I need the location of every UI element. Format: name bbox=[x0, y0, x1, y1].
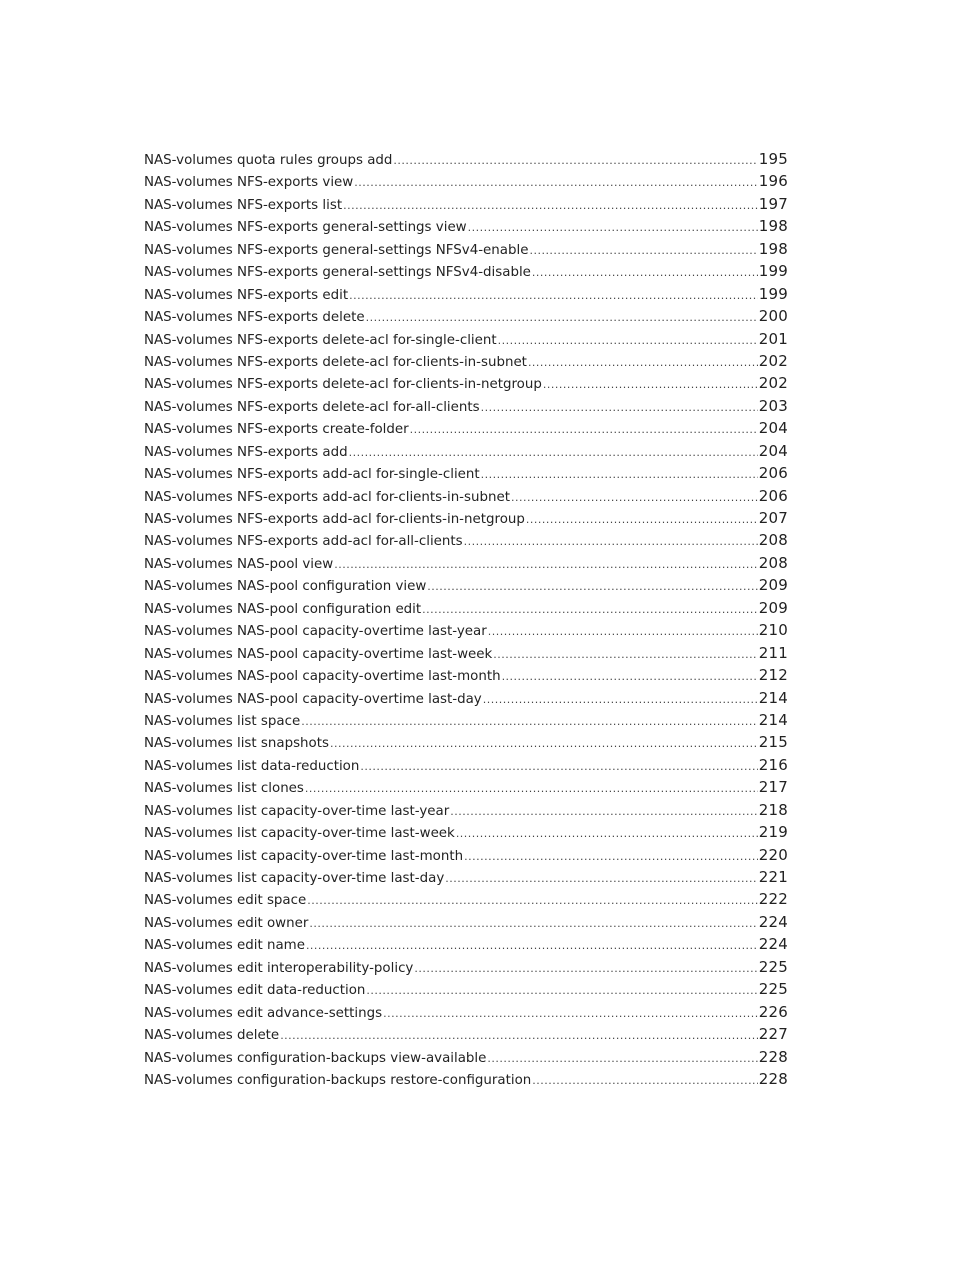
toc-entry-title[interactable]: NAS-volumes NFS-exports add-acl for-clients-in-netgroup bbox=[144, 512, 525, 527]
toc-entry-page-number[interactable]: 209 bbox=[758, 576, 788, 595]
dot-leader bbox=[529, 240, 757, 260]
toc-entry[interactable] bbox=[144, 888, 788, 910]
toc-entry-title[interactable]: NAS-volumes configuration-backups restore-configuration bbox=[144, 1072, 532, 1088]
toc-entry-page-number[interactable]: 202 bbox=[758, 374, 788, 393]
toc-entry[interactable] bbox=[144, 485, 788, 507]
toc-entry-page-number[interactable]: 225 bbox=[758, 980, 788, 999]
toc-entry-page-number[interactable]: 200 bbox=[758, 307, 788, 326]
toc-entry-title[interactable]: NAS-volumes NFS-exports add bbox=[144, 444, 348, 460]
dot-leader bbox=[366, 980, 757, 1000]
toc-entry-title[interactable]: NAS-volumes NFS-exports add-acl for-all-clients bbox=[144, 534, 463, 550]
dot-leader bbox=[305, 778, 758, 798]
toc-entry-title[interactable]: NAS-volumes list capacity-over-time last-year bbox=[144, 803, 450, 819]
toc-entry-title[interactable]: NAS-volumes NFS-exports delete bbox=[144, 310, 365, 326]
toc-entry-title[interactable]: NAS-volumes list space bbox=[144, 713, 301, 729]
toc-entry[interactable] bbox=[144, 866, 788, 888]
dot-leader bbox=[414, 958, 757, 978]
toc-entry[interactable] bbox=[144, 507, 788, 529]
dot-leader bbox=[334, 554, 758, 574]
toc-entry-page-number[interactable]: 204 bbox=[758, 419, 788, 438]
dot-leader bbox=[301, 711, 758, 731]
toc-entry-title[interactable]: NAS-volumes NFS-exports general-settings NFSv4-disable bbox=[144, 265, 531, 281]
toc-entry-page-number[interactable]: 204 bbox=[758, 441, 788, 460]
dot-leader bbox=[464, 531, 758, 551]
dot-leader bbox=[330, 733, 758, 753]
toc-entry[interactable] bbox=[144, 1046, 788, 1068]
toc-entry-page-number[interactable]: 212 bbox=[758, 666, 788, 685]
toc-entry-title[interactable]: NAS-volumes NFS-exports list bbox=[144, 197, 343, 213]
dot-leader bbox=[360, 756, 757, 776]
toc-entry[interactable] bbox=[144, 417, 788, 439]
toc-entry-title[interactable]: NAS-volumes NAS-pool capacity-overtime last-month bbox=[144, 669, 501, 685]
toc-entry-page-number[interactable]: 227 bbox=[758, 1025, 788, 1044]
toc-entry[interactable] bbox=[144, 1023, 788, 1045]
table-of-contents bbox=[144, 148, 788, 1090]
toc-entry-title[interactable]: NAS-volumes NFS-exports add-acl for-single-client bbox=[144, 467, 480, 483]
toc-entry[interactable] bbox=[144, 260, 788, 282]
toc-entry-page-number[interactable]: 224 bbox=[758, 935, 788, 954]
dot-leader bbox=[410, 419, 758, 439]
toc-entry[interactable] bbox=[144, 619, 788, 641]
toc-entry-page-number[interactable]: 217 bbox=[758, 778, 788, 797]
toc-entry[interactable] bbox=[144, 731, 788, 753]
toc-entry[interactable] bbox=[144, 821, 788, 843]
toc-entry-page-number[interactable]: 207 bbox=[758, 509, 788, 527]
toc-entry-title[interactable]: NAS-volumes list snapshots bbox=[144, 736, 329, 752]
dot-leader bbox=[487, 1048, 757, 1068]
dot-leader bbox=[532, 1070, 758, 1090]
toc-entry[interactable] bbox=[144, 844, 788, 866]
toc-entry[interactable] bbox=[144, 911, 788, 933]
dot-leader bbox=[280, 1025, 758, 1045]
dot-leader bbox=[483, 689, 758, 709]
toc-entry[interactable] bbox=[144, 709, 788, 731]
toc-entry-title[interactable]: NAS-volumes NFS-exports general-settings view bbox=[144, 220, 467, 236]
dot-leader bbox=[528, 352, 758, 372]
toc-entry-title[interactable]: NAS-volumes NAS-pool configuration view bbox=[144, 579, 427, 595]
toc-entry-page-number[interactable]: 202 bbox=[758, 351, 788, 370]
toc-entry-title[interactable]: NAS-volumes NFS-exports general-settings NFSv4-enable bbox=[144, 242, 529, 258]
toc-entry[interactable] bbox=[144, 597, 788, 619]
toc-entry-title[interactable]: NAS-volumes NAS-pool capacity-overtime last-year bbox=[144, 624, 487, 640]
toc-entry[interactable] bbox=[144, 462, 788, 484]
toc-entry[interactable] bbox=[144, 395, 788, 417]
toc-entry[interactable] bbox=[144, 193, 788, 215]
dot-leader bbox=[493, 644, 757, 664]
toc-entry-page-number[interactable]: 195 bbox=[758, 150, 788, 168]
dot-leader bbox=[309, 913, 757, 933]
dot-leader bbox=[456, 823, 758, 843]
toc-entry[interactable] bbox=[144, 1001, 788, 1023]
dot-leader bbox=[481, 397, 758, 417]
toc-entry[interactable] bbox=[144, 754, 788, 776]
toc-entry-page-number[interactable]: 228 bbox=[758, 1069, 788, 1088]
toc-entry-page-number[interactable]: 199 bbox=[758, 262, 788, 281]
dot-leader bbox=[481, 464, 758, 484]
toc-entry-title[interactable]: NAS-volumes NFS-exports edit bbox=[144, 287, 349, 303]
toc-entry-page-number[interactable]: 222 bbox=[758, 890, 788, 909]
toc-entry-title[interactable]: NAS-volumes edit name bbox=[144, 938, 305, 954]
dot-leader bbox=[488, 621, 758, 641]
toc-entry-title[interactable]: NAS-volumes list capacity-over-time last-month bbox=[144, 848, 464, 864]
toc-entry-title[interactable]: NAS-volumes list clones bbox=[144, 781, 304, 797]
toc-entry[interactable] bbox=[144, 1068, 788, 1090]
dot-leader bbox=[393, 150, 757, 170]
toc-entry[interactable] bbox=[144, 933, 788, 955]
toc-entry-title[interactable]: NAS-volumes NFS-exports delete-acl for-clients-in-netgroup bbox=[144, 377, 542, 393]
toc-entry[interactable] bbox=[144, 440, 788, 462]
toc-entry-page-number[interactable]: 219 bbox=[758, 823, 788, 842]
toc-entry[interactable] bbox=[144, 283, 788, 305]
toc-entry-title[interactable]: NAS-volumes edit advance-settings bbox=[144, 1005, 383, 1021]
toc-entry[interactable] bbox=[144, 170, 788, 192]
toc-entry-title[interactable]: NAS-volumes quota rules groups add bbox=[144, 153, 393, 168]
dot-leader bbox=[526, 509, 758, 529]
toc-entry-page-number[interactable]: 199 bbox=[758, 284, 788, 303]
toc-entry-page-number[interactable]: 218 bbox=[758, 800, 788, 819]
toc-entry-page-number[interactable]: 208 bbox=[758, 553, 788, 572]
dot-leader bbox=[543, 374, 758, 394]
toc-entry-title[interactable]: NAS-volumes NFS-exports create-folder bbox=[144, 422, 409, 438]
dot-leader bbox=[422, 599, 758, 619]
toc-entry-page-number[interactable]: 211 bbox=[758, 643, 788, 662]
toc-entry-page-number[interactable]: 225 bbox=[758, 957, 788, 976]
toc-entry-title[interactable]: NAS-volumes NAS-pool configuration edit bbox=[144, 601, 422, 617]
toc-entry-page-number[interactable]: 220 bbox=[758, 845, 788, 864]
toc-entry-page-number[interactable]: 208 bbox=[758, 531, 788, 550]
toc-entry-title[interactable]: NAS-volumes NFS-exports delete-acl for-clients-in-subnet bbox=[144, 354, 527, 370]
toc-entry[interactable] bbox=[144, 664, 788, 686]
dot-leader bbox=[464, 846, 758, 866]
dot-leader bbox=[511, 487, 758, 507]
toc-entry-page-number[interactable]: 198 bbox=[758, 217, 788, 236]
toc-entry-title[interactable]: NAS-volumes edit interoperability-policy bbox=[144, 960, 414, 976]
toc-entry-page-number[interactable]: 224 bbox=[758, 912, 788, 931]
toc-entry-page-number[interactable]: 210 bbox=[758, 621, 788, 640]
toc-entry-title[interactable]: NAS-volumes edit space bbox=[144, 893, 307, 909]
toc-entry-title[interactable]: NAS-volumes list data-reduction bbox=[144, 758, 360, 774]
dot-leader bbox=[354, 172, 758, 192]
dot-leader bbox=[502, 666, 758, 686]
toc-entry-page-number[interactable]: 203 bbox=[758, 396, 788, 415]
toc-entry-page-number[interactable]: 197 bbox=[758, 194, 788, 213]
dot-leader bbox=[366, 307, 758, 327]
toc-entry[interactable] bbox=[144, 529, 788, 551]
toc-entry-page-number[interactable]: 215 bbox=[758, 733, 788, 752]
toc-entry-title[interactable]: NAS-volumes list capacity-over-time last-week bbox=[144, 826, 455, 842]
dot-leader bbox=[450, 801, 758, 821]
toc-entry[interactable] bbox=[144, 552, 788, 574]
toc-entry-title[interactable]: NAS-volumes edit data-reduction bbox=[144, 983, 366, 999]
toc-entry[interactable] bbox=[144, 328, 788, 350]
toc-entry[interactable] bbox=[144, 305, 788, 327]
toc-entry[interactable] bbox=[144, 574, 788, 596]
dot-leader bbox=[349, 285, 758, 305]
toc-entry[interactable] bbox=[144, 148, 788, 170]
toc-entry[interactable] bbox=[144, 238, 788, 260]
dot-leader bbox=[343, 195, 758, 215]
toc-entry-title[interactable]: NAS-volumes configuration-backups view-available bbox=[144, 1050, 487, 1066]
toc-entry[interactable] bbox=[144, 215, 788, 237]
toc-entry-page-number[interactable]: 198 bbox=[758, 239, 788, 258]
toc-entry-page-number[interactable]: 214 bbox=[758, 688, 788, 707]
toc-entry[interactable] bbox=[144, 776, 788, 798]
dot-leader bbox=[468, 217, 758, 237]
dot-leader bbox=[532, 262, 758, 282]
toc-entry-title[interactable]: NAS-volumes NFS-exports add-acl for-clients-in-subnet bbox=[144, 489, 510, 505]
dot-leader bbox=[383, 1003, 758, 1023]
toc-entry-page-number[interactable]: 209 bbox=[758, 598, 788, 617]
toc-entry-page-number[interactable]: 201 bbox=[758, 329, 788, 348]
toc-entry-page-number[interactable]: 206 bbox=[758, 486, 788, 505]
toc-entry-page-number[interactable]: 228 bbox=[758, 1047, 788, 1066]
toc-entry-title[interactable]: NAS-volumes NAS-pool view bbox=[144, 556, 334, 572]
toc-entry-title[interactable]: NAS-volumes list capacity-over-time last-day bbox=[144, 871, 445, 886]
toc-entry-title[interactable]: NAS-volumes edit owner bbox=[144, 915, 309, 931]
toc-entry[interactable] bbox=[144, 372, 788, 394]
toc-entry-title[interactable]: NAS-volumes delete bbox=[144, 1028, 280, 1044]
toc-entry-page-number[interactable]: 221 bbox=[758, 868, 788, 886]
dot-leader bbox=[306, 935, 758, 955]
toc-entry-page-number[interactable]: 206 bbox=[758, 464, 788, 483]
toc-entry[interactable] bbox=[144, 978, 788, 1000]
toc-entry[interactable] bbox=[144, 642, 788, 664]
toc-entry-title[interactable]: NAS-volumes NFS-exports delete-acl for-all-clients bbox=[144, 399, 480, 415]
toc-entry[interactable] bbox=[144, 956, 788, 978]
dot-leader bbox=[307, 890, 758, 910]
dot-leader bbox=[427, 576, 757, 596]
dot-leader bbox=[498, 330, 758, 350]
toc-entry-page-number[interactable]: 216 bbox=[758, 755, 788, 774]
toc-entry-page-number[interactable]: 214 bbox=[758, 710, 788, 729]
dot-leader bbox=[349, 442, 758, 462]
toc-entry-title[interactable]: NAS-volumes NAS-pool capacity-overtime last-week bbox=[144, 646, 493, 662]
toc-entry-title[interactable]: NAS-volumes NFS-exports view bbox=[144, 175, 354, 191]
toc-entry-title[interactable]: NAS-volumes NAS-pool capacity-overtime last-day bbox=[144, 691, 482, 707]
toc-entry-title[interactable]: NAS-volumes NFS-exports delete-acl for-single-client bbox=[144, 332, 497, 348]
toc-entry[interactable] bbox=[144, 799, 788, 821]
dot-leader bbox=[445, 868, 758, 888]
toc-entry-page-number[interactable]: 226 bbox=[758, 1002, 788, 1021]
toc-entry[interactable] bbox=[144, 687, 788, 709]
toc-entry[interactable] bbox=[144, 350, 788, 372]
toc-entry-page-number[interactable]: 196 bbox=[758, 172, 788, 191]
